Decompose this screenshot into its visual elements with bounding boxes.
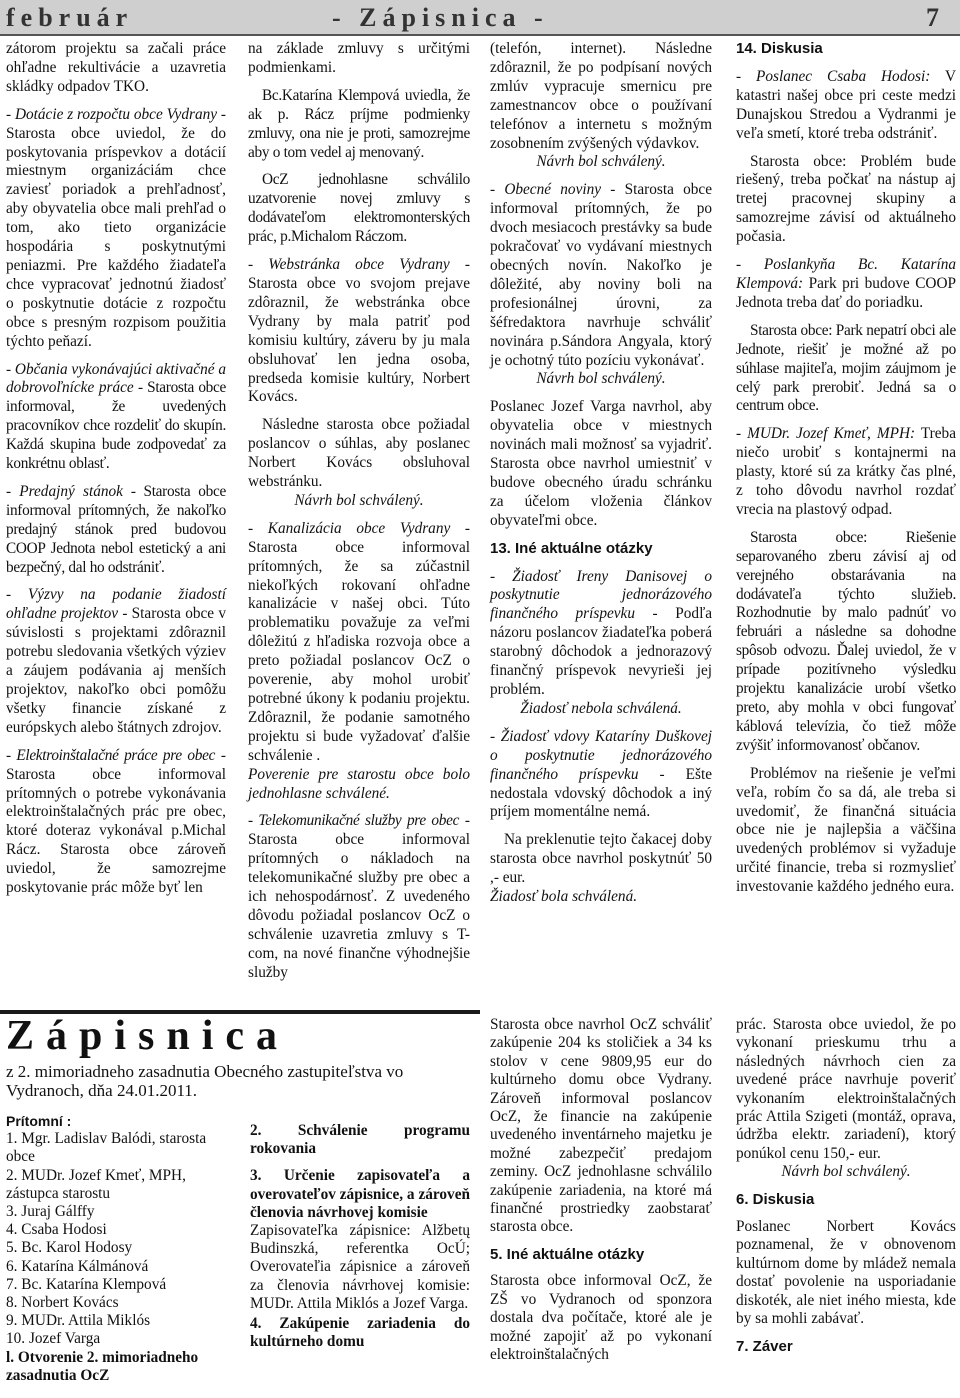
paragraph [490,568,712,700]
paragraph [490,181,712,370]
section-heading: 14. Diskusia [736,40,823,57]
paragraph [248,812,470,982]
topic-title: - Výzvy na podanie žiadostí ohľadne projektov [6,586,226,623]
topic-body: - Starosta obce informoval prítomných, že nakoľko predajný stánok pred budovou COOP Jednota nebol estetický a ani bezpečný, dal ho odstrániť. [6,482,226,576]
topic-body: Park pri budove COOP Jednota treba dať do poriadku. [736,274,956,311]
paragraph: Zapisovateľka zápisnice: Alžbetų Budinszká, referentka OcÚ; Overovateľia zápisnice a zároveň za členovia návrhovej komisie: MUDr. Attila Miklós a Jozef Varga. [250,1222,470,1312]
topic-title: - Žiadosť Ireny Danisovej o poskytnutie jednorázového finančného príspevku [490,567,712,623]
paragraph: zátorom projektu sa začali práce ohľadne rekultivácie a uzavretia skládky odpadov TKO. [6,40,226,95]
topic-title: - Občania vykonávajúci aktivačné a dobrovoľnícke práce [6,360,227,397]
paragraph: Poslanec Jozef Varga navrhol, aby obyvatelia obce v miestnych novinách mali možnosť sa vyjadriť. Starosta obce navrhol umiestniť v budove obecného úradu schránku za účelom vloženia článkov obyvateľmi obce. [490,398,712,529]
topic-body: - Ešte nedostala vdovský dôchodok a iný príjem momentálne nemá. [490,765,712,821]
topic-body: Starosta obce informoval prítomných, že sa zúčastnil niekoľkých rokovaní ohľadne kanalizácie v našej obci. Túto problematiku považuje za veľmi dôležitú z hľadiska rozvoja obce a preto požiadal poslancov OcZ o poverenie, aby mohol urobiť potrebné úkony k podaniu projektu. Zdôraznil, že podanie samotného projektu si bude vyžadovať ďalšie schválenie . [248,538,470,764]
topic-body: - Starosta obce informoval prítomných o potrebe vykonávania elektroinštalačných prác pre obec, ktoré doteraz vykonával p.Michal Rácz. Starosta obce zároveň uviedol, že samozrejme poskytovanie prác môže byť len [6,746,226,897]
topic-body: - Starosta obce v súvislosti s projektami zdôraznil potrebu sledovania všetkých výziev a záujem podávania aj menších projektov, nakoľko obci pomôžu všetky financie získané z európskych alebo štátnych zdrojov. [6,605,226,736]
member-item: 7. Bc. Katarína Klempová [6,1275,167,1293]
member-item: 3. Juraj Gálffy [6,1203,95,1221]
zapisnica-subtitle: z 2. mimoriadneho zasadnutia Obecného zastupiteľstva vo Vydranoch, dňa 24.01.2011. [6,1062,404,1100]
paragraph [248,256,470,407]
section-heading: 7. Záver [736,1337,793,1355]
verdict: Poverenie pre starostu obce bolo jednohlasne schválené. [248,765,470,802]
member-item: 8. Norbert Kovács [6,1294,119,1312]
topic-title: - Poslanec Csaba Hodosi: [736,67,931,85]
zapisnica-column-2 [250,1122,470,1360]
paragraph [6,586,226,737]
topic-title: - Obecné noviny [490,181,602,199]
member-item: 10. Jozef Varga [6,1330,101,1348]
zapisnica-column-3 [490,1016,712,1373]
paragraph: Starosta obce: Riešenie separovaného zberu závisí aj od verejného obstarávania na dodávateľa týchto služieb. Rozhodnutie by malo padnúť vo februári a následne sa dohodne spôsob odvozu. Ďalej uviedol, že v prípade pozitívneho výsledku projektu kanalizácie urobí všetko preto, aby mohla v obci fungovať káblová televízia, čo tiež môže zvýšiť informovanosť občanov. [736,528,956,754]
header-month: február [6,3,134,32]
paragraph: Problémov na riešenie je veľmi veľa, robím čo sa dá, ale treba si uvedomiť, že finančná situácia obce nie je najlepšia a väčšina uvedených problémov si vyžaduje určité financie, treba si rozmyslieť investovanie každého jedného eura. [736,764,956,896]
topic-body: - Podľa názoru poslancov žiadateľka poberá starobný dôchodok a jednorazový finančný príspevok nevyrieši jej problém. [490,605,712,698]
verdict: Žiadosť bola schválená. [490,888,638,906]
member-item: 5. Bc. Karol Hodosy [6,1239,133,1257]
paragraph: Starosta obce: Park nepatrí obci ale Jednote, riešiť je možné až po súhlase majiteľa, mojim záujmom je celý park prerobiť. Jedná sa o centrum obce. [736,321,956,415]
paragraph: Na preklenutie tejto čakacej doby starosta obce navrhol poskytnúť 50 ,- eur. [490,831,712,887]
paragraph: Bc.Katarína Klempová uviedla, že ak p. Rácz príjme podmienky zmluvy, ona nie je proti, samozrejme aby o tom vedel aj menovaný. [248,86,470,161]
paragraph [6,747,226,898]
section-heading: 13. Iné aktuálne otázky [490,539,653,557]
verdict: Žiadosť nebola schválená. [520,699,682,717]
topic-body: Treba niečo urobiť s kontajnermi na plasty, ktoré sú za krátky čas plné, z toho dôvodu navrhol rozdať vrecia na plastový odpad. [736,425,956,518]
topic-title: - Žiadosť vdovy Kataríny Duškovej o poskytnutie jednorázového finančného príspevku [490,727,712,783]
agenda-heading: 2. Schválenie programu rokovania [250,1122,470,1158]
member-item: 4. Csaba Hodosi [6,1221,107,1239]
section-heading: 6. Diskusia [736,1190,815,1208]
article-column-3 [490,40,712,916]
topic-title: - Dotácie z rozpočtu obce Vydrany [6,105,218,123]
member-item: 6. Katarína Kálmánová [6,1257,149,1275]
member-item: 1. Mgr. Ladislav Balódi, starosta obce [6,1130,207,1166]
member-item: 2. MUDr. Jozef Kmeť, MPH, zástupca starostu [6,1166,186,1202]
header-section-title: - Zápisnica - [332,3,549,32]
header-page-number: 7 [926,3,945,32]
agenda-heading: 4. Zakúpenie zariadenia do kultúrneho domu [250,1315,470,1351]
topic-title: - Poslankyňa Bc. Katarína Klempová: [736,256,956,292]
paragraph: Následne starosta obce požiadal poslancov o súhlas, aby poslanec Norbert Kovács obsluhoval webstránku. [248,416,470,491]
paragraph [6,483,226,578]
topic-title: - MUDr. Jozef Kmeť, MPH: [736,425,916,443]
topic-title: - Telekomunikačné služby pre obec [248,812,460,830]
verdict: Návrh bol schválený. [536,370,666,388]
attendance-title: Prítomní : [6,1113,72,1129]
topic-title: - Kanalizácia obce Vydrany - [248,519,470,537]
article-column-2 [248,40,470,992]
agenda-heading: 3. Určenie zapisovateľa a overovateľov zápisnice, a zároveň členovia návrhovej komisie [250,1167,470,1221]
paragraph [736,256,956,313]
paragraph: prác. Starosta obce uviedol, že po vykonaní prieskumu trhu a následných návrhoch cien za uvedené práce navrhuje poveriť vykonaním elektroinštalačných prác Attila Szigeti (montáž, oprava, údržba elektr. zariadení), ktorý ponúkol cenu 150,- eur. [736,1016,956,1162]
verdict: Návrh bol schválený. [294,491,424,509]
topic-body: - Starosta obce informoval prítomných o nákladoch na telekomunikačné služby pre obec a ich nehospodárnosť. Z uvedeného dôvodu požiadal poslancov OcZ o schválenie uzavretia zmluvy s T-com, na nové finančne výhodnejšie služby [248,812,470,981]
article-column-4 [736,40,956,906]
paragraph [490,728,712,823]
article-column-1 [6,40,226,907]
paragraph: na základe zmluvy s určitými podmienkami. [248,40,470,76]
attendance-list [6,1112,234,1385]
topic-title: - Predajný stánok [6,482,123,500]
paragraph: Starosta obce informoval OcZ, že ZŠ vo Vydranoch od sponzora dostala dva počítače, ktoré ale je možné zapojiť až po vykonaní elektroinštalačných [490,1272,712,1363]
topic-body: Starosta obce vo svojom prejave zdôraznil, že webstránka obce Vydrany by mala patriť pod komisiu kultúry, záveru by ju mala obsluhovať len jedna osoba, predseda komisie kultúry, Norbert Kovács. [248,274,470,406]
zapisnica-title: Zápisnica [6,1013,290,1059]
zapisnica-column-4 [736,1016,956,1365]
paragraph [736,68,956,144]
paragraph [248,520,470,766]
paragraph [736,425,956,520]
topic-body: V katastri našej obce pri ceste medzi Dunajskou Stredou a Vydranmi je veľa smetí, ktoré treba odstrániť. [736,67,956,142]
page-header [0,0,960,36]
section-heading: 5. Iné aktuálne otázky [490,1245,645,1263]
paragraph [6,106,226,352]
topic-title: - Elektroinštalačné práce pre obec [6,746,216,764]
topic-body: - Starosta obce informoval, že uvedených pracovníkov chce rozdeliť do skupín. Každá skupina bude zodpovedať za konkrétnu oblasť. [6,379,226,473]
topic-title: - Webstránka obce Vydrany - [248,256,470,274]
paragraph: OcZ jednohlasne schválilo uzatvorenie novej zmluvy s dodávateľom elektromonterských prác, p.Michalom Ráczom. [248,171,470,246]
paragraph: (telefón, internet). Následne zdôraznil, že po podpísaní nových zmlúv vypracuje smernicu pre zamestnancov obce o používaní telefónov a internetu s možným zosobnením zvýšených výdavkov. [490,40,712,152]
paragraph: Starosta obce: Problém bude riešený, treba počkať na nástup aj tretej pracovnej skupiny a samozrejme závisí od aktuálneho počasia. [736,152,956,246]
topic-body: - Starosta obce uviedol, že do poskytovania príspevkov a dotácií miestnym organizáciám chce zaviesť poriadok a prehľadnosť, aby obyvatelia obce mali prehľad o tom, ako tieto organizácie hospodária s poskytnutými peniazmi. Pre každého žiadateľa chce vypracovať jednotnú žiadosť o poskytnutie dotácie z rozpočtu obce s presným rozpisom použitia týchto peňazí. [6,105,227,350]
paragraph: Starosta obce navrhol OcZ schváliť zakúpenie 204 ks stoličiek a 34 ks stolov v cene 9809,95 eur do kultúrneho domu obce Vydrany. Zároveň informoval poslancov OcZ, že financie na zakúpenie uvedeného inventárneho majetku je možné zabezpečiť predajom zeminy. OcZ jednohlasne schválilo zakúpenie zariadenia, na ktoré má finančné prostriedky zaobstarať starosta obce. [490,1016,712,1236]
agenda-item-1: l. Otvorenie 2. mimoriadneho zasadnutia OcZ [6,1348,199,1384]
verdict: Návrh bol schválený. [536,153,666,171]
member-item: 9. MUDr. Attila Miklós [6,1312,151,1330]
paragraph: Poslanec Norbert Kovács poznamenal, že v obnovenom kultúrnom dome by mládež nemala dostať povolenie na usporiadanie diskoték, ale niet iného miesta, kde by sa mohli zabávať. [736,1218,956,1328]
topic-body: - Starosta obce informoval prítomných, že po dvoch mesiacoch prestávky sa bude pokračovať vo vydávaní miestnych obecných novín. Nakoľko je dôležité, aby noviny boli na profesionálnej úrovni, za šéfredaktora navrhuje schváliť novinára p.Sándora Angyala, ktorý je ochotný túto pozíciu vykonávať. [490,181,712,369]
verdict: Návrh bol schválený. [781,1163,911,1181]
paragraph [6,361,226,474]
